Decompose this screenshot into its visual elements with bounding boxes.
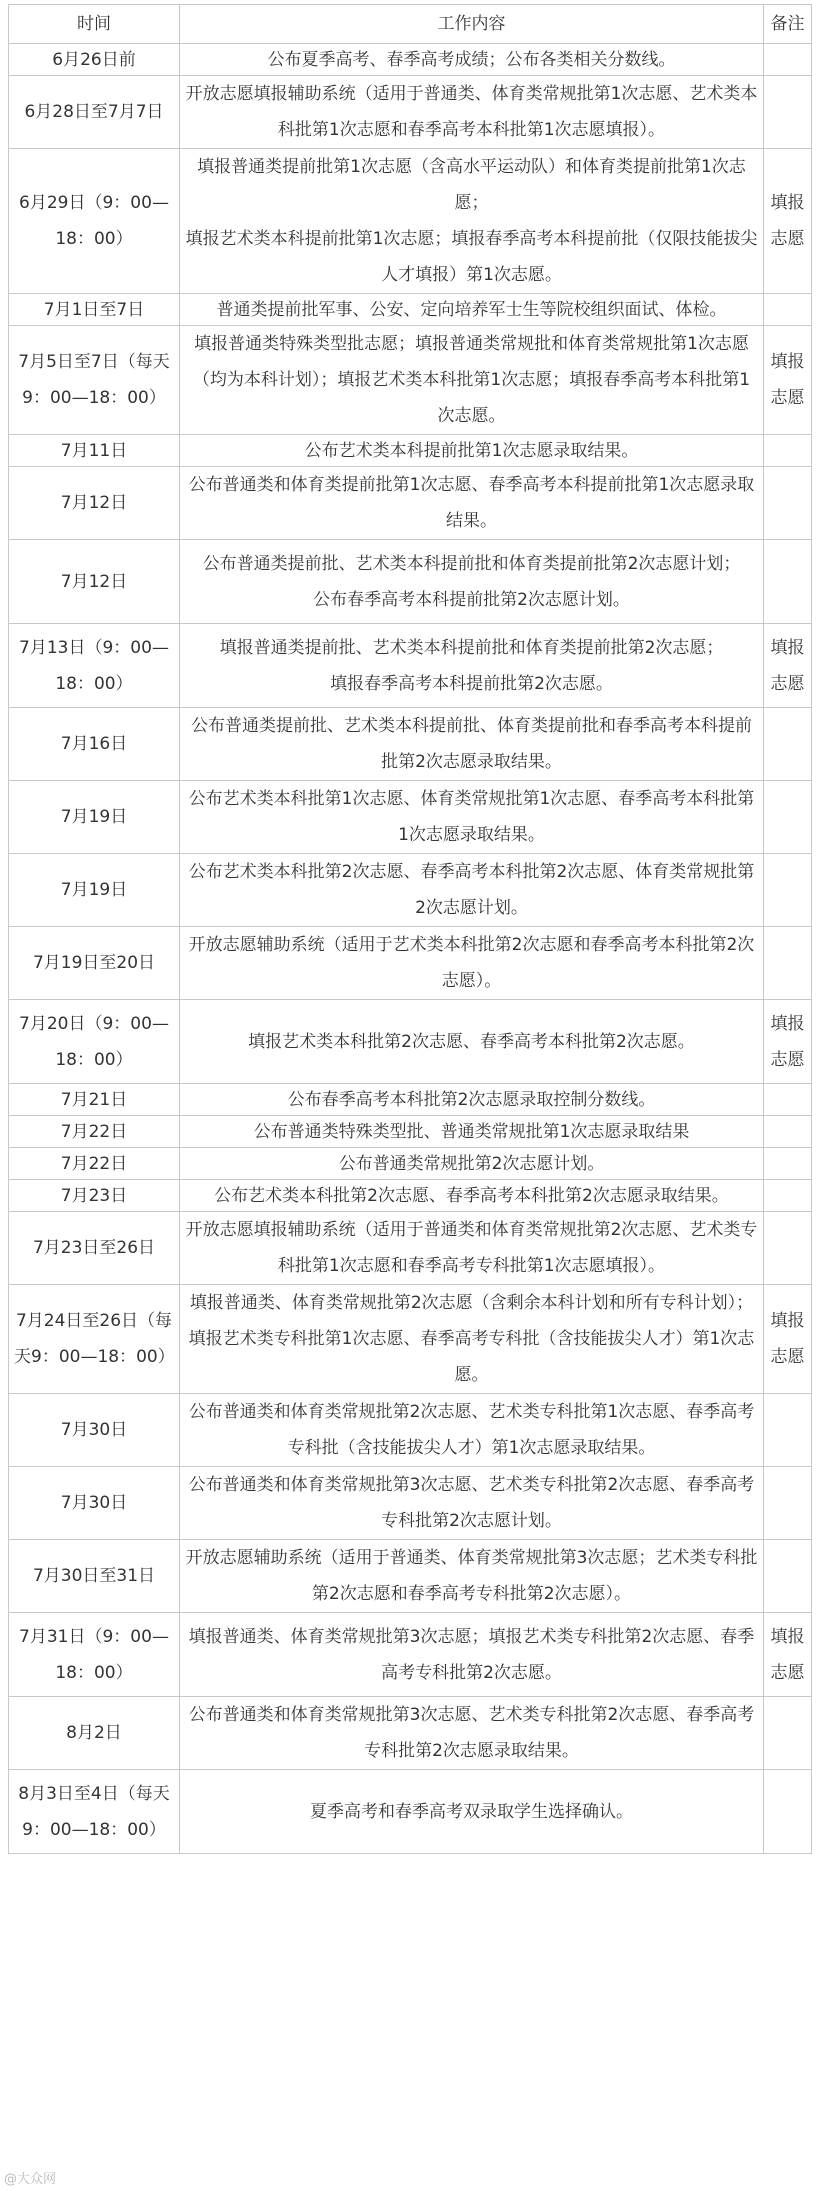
table-row: [9, 1394, 812, 1467]
admission-schedule-table: [8, 4, 812, 1854]
header-row: [9, 5, 812, 44]
row-content-cell: 开放志愿填报辅助系统（适用于普通类和体育类常规批第2次志愿、艺术类专科批第1次志愿和春季高考专科批第1次志愿填报）。: [180, 1212, 764, 1285]
row-time-cell: 7月19日: [9, 854, 180, 927]
table-row: [9, 854, 812, 927]
row-note-cell: [764, 76, 812, 149]
table-row: [9, 1697, 812, 1770]
row-content-cell: 公布艺术类本科批第1次志愿、体育类常规批第1次志愿、春季高考本科批第1次志愿录取结果。: [180, 781, 764, 854]
row-content-cell: 公布普通类和体育类常规批第2次志愿、艺术类专科批第1次志愿、春季高考专科批（含技能拔尖人才）第1次志愿录取结果。: [180, 1394, 764, 1467]
row-time-cell: 7月20日（9：00—18：00）: [9, 1000, 180, 1084]
row-note-cell: [764, 435, 812, 467]
table-body: [9, 44, 812, 1854]
table-row: [9, 76, 812, 149]
table-row: [9, 1000, 812, 1084]
row-content-cell: 普通类提前批军事、公安、定向培养军士生等院校组织面试、体检。: [180, 294, 764, 326]
row-time-cell: 6月29日（9：00—18：00）: [9, 149, 180, 294]
row-note-cell: [764, 781, 812, 854]
row-time-cell: 7月1日至7日: [9, 294, 180, 326]
row-time-cell: 7月23日至26日: [9, 1212, 180, 1285]
row-note-cell: [764, 1770, 812, 1854]
row-content-cell: 开放志愿辅助系统（适用于普通类、体育类常规批第3次志愿；艺术类专科批第2次志愿和春季高考专科批第2次志愿）。: [180, 1540, 764, 1613]
row-time-cell: 7月12日: [9, 540, 180, 624]
row-content-cell: 公布春季高考本科批第2次志愿录取控制分数线。: [180, 1084, 764, 1116]
row-time-cell: 6月26日前: [9, 44, 180, 76]
table-row: [9, 781, 812, 854]
row-note-cell: [764, 1148, 812, 1180]
table-row: [9, 540, 812, 624]
row-content-cell: 填报普通类提前批第1次志愿（含高水平运动队）和体育类提前批第1次志愿； 填报艺术类本科提前批第1次志愿；填报春季高考本科提前批（仅限技能拔尖人才填报）第1次志愿。: [180, 149, 764, 294]
row-note-cell: [764, 44, 812, 76]
row-note-cell: [764, 1084, 812, 1116]
row-note-cell: [764, 854, 812, 927]
table-row: [9, 1540, 812, 1613]
row-time-cell: 8月2日: [9, 1697, 180, 1770]
row-content-cell: 公布普通类和体育类提前批第1次志愿、春季高考本科提前批第1次志愿录取结果。: [180, 467, 764, 540]
table-row: [9, 624, 812, 708]
table-row: [9, 1212, 812, 1285]
table-row: [9, 1285, 812, 1394]
row-note-cell: 填报志愿: [764, 326, 812, 435]
table-row: [9, 1770, 812, 1854]
row-time-cell: 7月19日: [9, 781, 180, 854]
row-note-cell: 填报志愿: [764, 149, 812, 294]
row-content-cell: 公布夏季高考、春季高考成绩；公布各类相关分数线。: [180, 44, 764, 76]
row-content-cell: 公布普通类特殊类型批、普通类常规批第1次志愿录取结果: [180, 1116, 764, 1148]
row-time-cell: 7月5日至7日（每天9：00—18：00）: [9, 326, 180, 435]
row-content-cell: 填报普通类特殊类型批志愿；填报普通类常规批和体育类常规批第1次志愿（均为本科计划）；填报艺术类本科批第1次志愿；填报春季高考本科批第1次志愿。: [180, 326, 764, 435]
table-row: [9, 1148, 812, 1180]
table-row: [9, 1180, 812, 1212]
table-row: [9, 149, 812, 294]
table-row: [9, 1116, 812, 1148]
row-content-cell: 开放志愿辅助系统（适用于艺术类本科批第2次志愿和春季高考本科批第2次志愿）。: [180, 927, 764, 1000]
table-row: [9, 1613, 812, 1697]
row-note-cell: 填报志愿: [764, 1000, 812, 1084]
row-content-cell: 公布普通类和体育类常规批第3次志愿、艺术类专科批第2次志愿、春季高考专科批第2次志愿计划。: [180, 1467, 764, 1540]
row-content-cell: 填报普通类、体育类常规批第3次志愿；填报艺术类专科批第2次志愿、春季高考专科批第2次志愿。: [180, 1613, 764, 1697]
row-note-cell: [764, 927, 812, 1000]
row-time-cell: 6月28日至7月7日: [9, 76, 180, 149]
row-content-cell: 填报普通类、体育类常规批第2次志愿（含剩余本科计划和所有专科计划）；填报艺术类专科批第1次志愿、春季高考专科批（含技能拔尖人才）第1次志愿。: [180, 1285, 764, 1394]
table-row: [9, 1467, 812, 1540]
row-time-cell: 7月13日（9：00—18：00）: [9, 624, 180, 708]
table-row: [9, 294, 812, 326]
table-row: [9, 44, 812, 76]
row-content-cell: 填报普通类提前批、艺术类本科提前批和体育类提前批第2次志愿； 填报春季高考本科提前批第2次志愿。: [180, 624, 764, 708]
row-time-cell: 7月22日: [9, 1116, 180, 1148]
row-content-cell: 公布艺术类本科批第2次志愿、春季高考本科批第2次志愿、体育类常规批第2次志愿计划。: [180, 854, 764, 927]
row-content-cell: 公布艺术类本科提前批第1次志愿录取结果。: [180, 435, 764, 467]
header-time: 时间: [9, 5, 180, 44]
row-time-cell: 7月22日: [9, 1148, 180, 1180]
row-note-cell: [764, 708, 812, 781]
row-note-cell: [764, 540, 812, 624]
row-time-cell: 7月11日: [9, 435, 180, 467]
row-content-cell: 填报艺术类本科批第2次志愿、春季高考本科批第2次志愿。: [180, 1000, 764, 1084]
row-time-cell: 7月19日至20日: [9, 927, 180, 1000]
table-header: [9, 5, 812, 44]
table-row: [9, 927, 812, 1000]
row-note-cell: [764, 1394, 812, 1467]
table-row: [9, 708, 812, 781]
row-note-cell: [764, 1116, 812, 1148]
row-content-cell: 公布普通类提前批、艺术类本科提前批和体育类提前批第2次志愿计划； 公布春季高考本科提前批第2次志愿计划。: [180, 540, 764, 624]
row-note-cell: [764, 1180, 812, 1212]
row-note-cell: [764, 467, 812, 540]
row-content-cell: 开放志愿填报辅助系统（适用于普通类、体育类常规批第1次志愿、艺术类本科批第1次志愿和春季高考本科批第1次志愿填报）。: [180, 76, 764, 149]
header-content: 工作内容: [180, 5, 764, 44]
row-content-cell: 公布普通类提前批、艺术类本科提前批、体育类提前批和春季高考本科提前批第2次志愿录取结果。: [180, 708, 764, 781]
row-time-cell: 7月24日至26日（每天9：00—18：00）: [9, 1285, 180, 1394]
row-time-cell: 7月16日: [9, 708, 180, 781]
table-row: [9, 326, 812, 435]
row-note-cell: 填报志愿: [764, 1613, 812, 1697]
table-row: [9, 435, 812, 467]
watermark-logo: @大众网: [4, 2172, 57, 2187]
row-time-cell: 7月31日（9：00—18：00）: [9, 1613, 180, 1697]
row-note-cell: 填报志愿: [764, 1285, 812, 1394]
row-time-cell: 7月30日: [9, 1394, 180, 1467]
row-note-cell: [764, 1540, 812, 1613]
row-content-cell: 公布艺术类本科批第2次志愿、春季高考本科批第2次志愿录取结果。: [180, 1180, 764, 1212]
header-note: 备注: [764, 5, 812, 44]
table-row: [9, 1084, 812, 1116]
row-content-cell: 公布普通类和体育类常规批第3次志愿、艺术类专科批第2次志愿、春季高考专科批第2次志愿录取结果。: [180, 1697, 764, 1770]
row-content-cell: 公布普通类常规批第2次志愿计划。: [180, 1148, 764, 1180]
row-time-cell: 8月3日至4日（每天9：00—18：00）: [9, 1770, 180, 1854]
row-note-cell: [764, 294, 812, 326]
row-note-cell: [764, 1697, 812, 1770]
row-note-cell: 填报志愿: [764, 624, 812, 708]
row-time-cell: 7月21日: [9, 1084, 180, 1116]
row-time-cell: 7月30日至31日: [9, 1540, 180, 1613]
row-time-cell: 7月12日: [9, 467, 180, 540]
row-note-cell: [764, 1212, 812, 1285]
row-note-cell: [764, 1467, 812, 1540]
row-time-cell: 7月23日: [9, 1180, 180, 1212]
table-row: [9, 467, 812, 540]
row-content-cell: 夏季高考和春季高考双录取学生选择确认。: [180, 1770, 764, 1854]
row-time-cell: 7月30日: [9, 1467, 180, 1540]
